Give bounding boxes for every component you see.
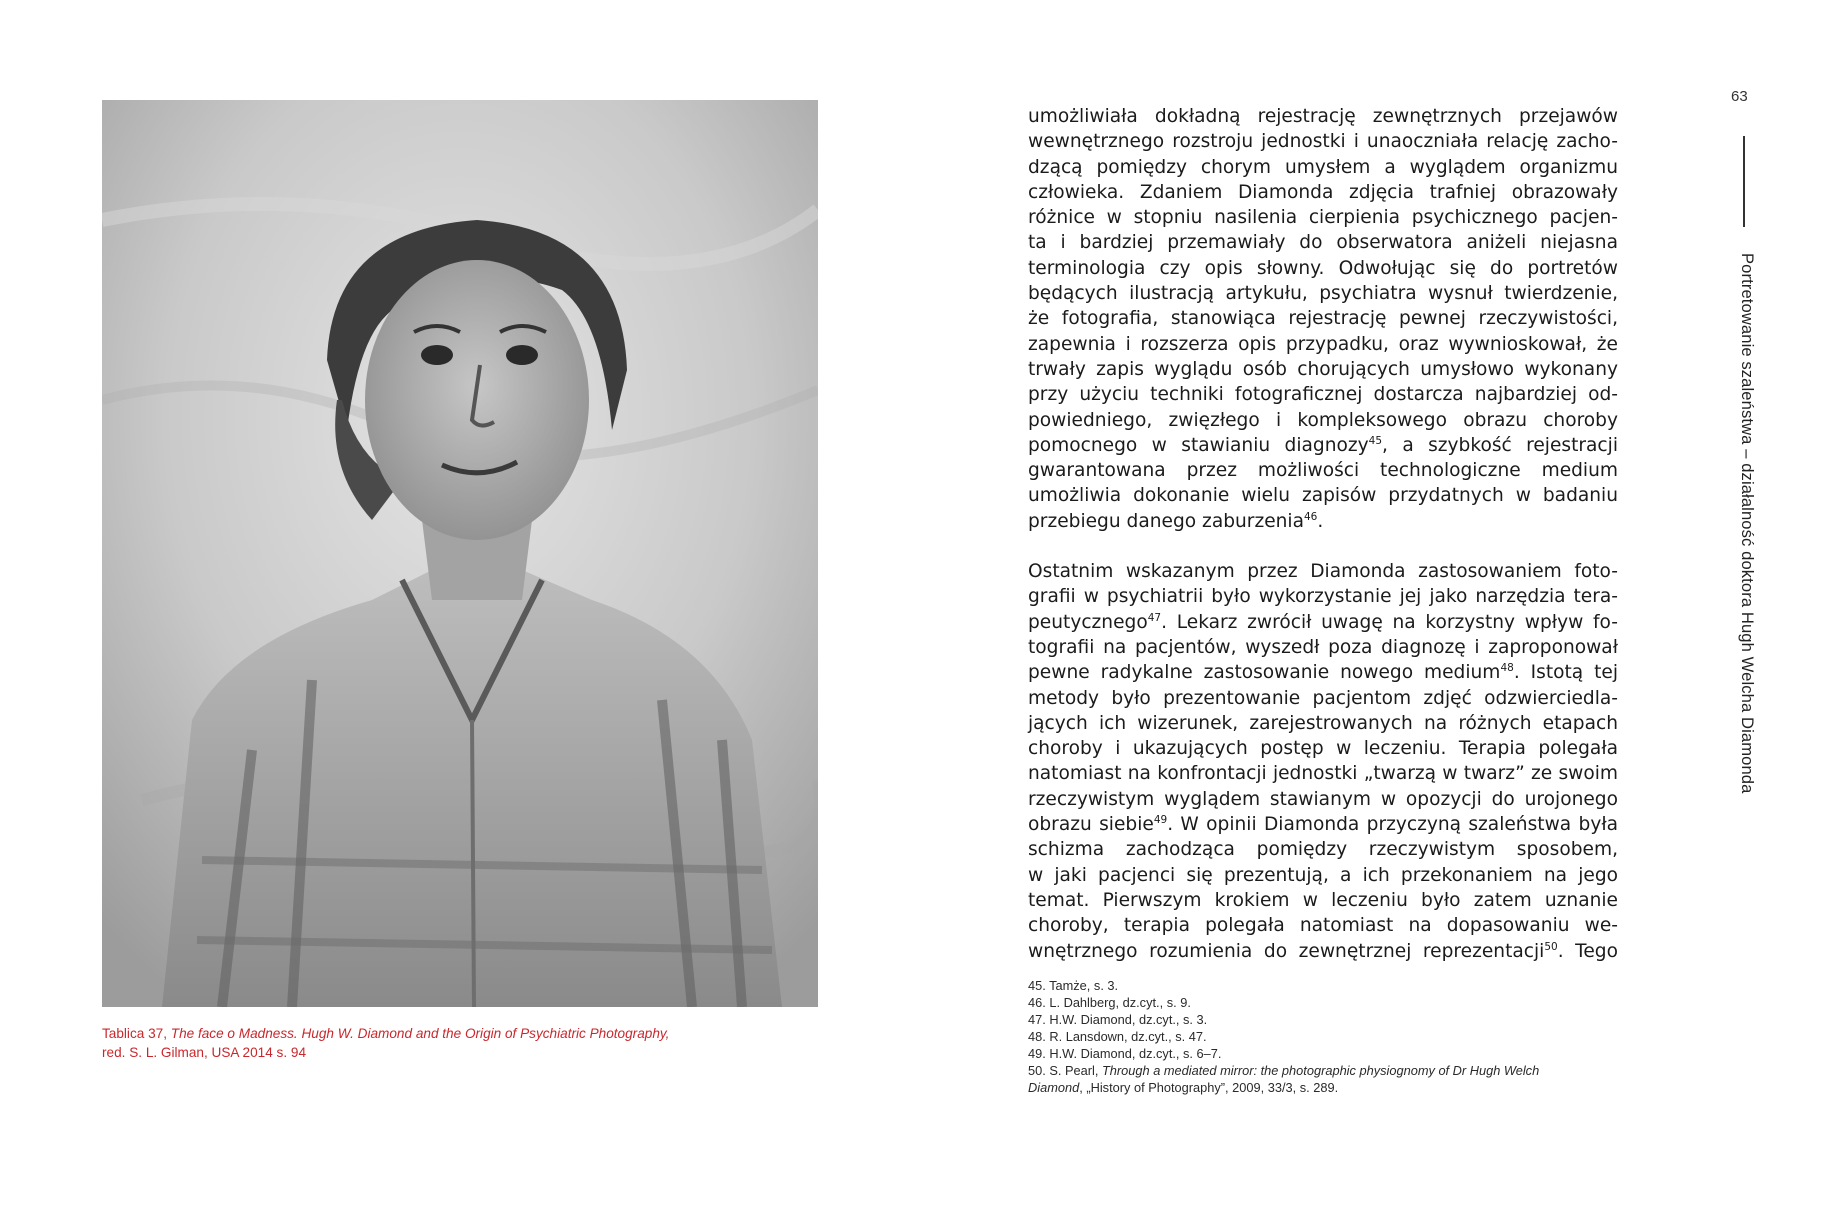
footnote-47: 47. H.W. Diamond, dz.cyt., s. 3.	[1028, 1012, 1208, 1027]
text-line	[1028, 812, 1618, 837]
paragraph-1	[1028, 104, 1618, 534]
page-number: 63	[1731, 88, 1748, 105]
portrait-photo-drawing	[102, 100, 818, 1007]
text-segment: obrazu siebie	[1028, 814, 1154, 836]
paragraph-2	[1028, 559, 1618, 964]
footnote-ref-49[interactable]: 49	[1153, 814, 1168, 827]
running-head: Portretowanie szaleństwa – działalność doktora Hugh Welcha Diamonda	[1738, 253, 1757, 794]
text-line: umożliwia dokonanie wielu zapisów przydatnych w badaniu	[1028, 485, 1618, 507]
text-segment: pewne radykalne zastosowanie nowego medium	[1028, 662, 1501, 684]
text-line: powiedniego, zwięzłego i kompleksowego obrazu choroby	[1028, 409, 1618, 431]
footnote-50-suffix: , „History of Photography”, 2009, 33/3, s. 289.	[1079, 1080, 1339, 1095]
text-segment: . W opinii Diamonda przyczyną szaleństwa była	[1167, 814, 1618, 836]
text-line: grafii w psychiatrii było wykorzystanie jej jako narzędzia tera-	[1028, 586, 1618, 608]
footnote-ref-47[interactable]: 47	[1147, 611, 1162, 624]
text-line: ta i bardziej przemawiały do obserwatora aniżeli niejasna	[1028, 232, 1618, 254]
text-segment: . Istotą tej	[1513, 662, 1618, 684]
text-line: dzącą pomiędzy chorym umysłem a wyglądem organizmu	[1028, 156, 1618, 178]
text-segment: . Tego	[1557, 940, 1618, 962]
footnotes	[1028, 977, 1628, 1096]
portrait-photo	[102, 100, 818, 1007]
text-line: schizma zachodząca pomiędzy rzeczywistym sposobem,	[1028, 839, 1618, 861]
footnote-50-prefix: 50. S. Pearl,	[1028, 1063, 1102, 1078]
text-line: przy użyciu techniki fotograficznej dostarcza najbardziej od-	[1028, 384, 1618, 406]
text-segment: pomocnego w stawianiu diagnozy	[1028, 434, 1369, 456]
text-line: tografii na pacjentów, wyszedł poza diagnozę i zaproponował	[1028, 636, 1618, 658]
footnote-ref-45[interactable]: 45	[1368, 434, 1383, 447]
footnote-45: 45. Tamże, s. 3.	[1028, 978, 1119, 993]
caption-suffix: red. S. L. Gilman, USA 2014 s. 94	[102, 1044, 307, 1060]
text-line: terminologia czy opis słowny. Odwołując się do portretów	[1028, 257, 1618, 279]
text-segment: . Lekarz zwrócił uwagę na korzystny wpływ fo-	[1161, 611, 1618, 633]
text-line	[1028, 660, 1618, 685]
body-text	[1028, 104, 1618, 964]
text-line: umożliwiała dokładną rejestrację zewnętrznych przejawów	[1028, 106, 1618, 127]
text-line	[1028, 610, 1618, 635]
figure-caption	[102, 1025, 818, 1062]
text-line: będących ilustracją artykułu, psychiatra wysnuł twierdzenie,	[1028, 283, 1618, 305]
footnote-ref-46[interactable]: 46	[1304, 510, 1318, 523]
text-segment: , a szybkość rejestracji	[1382, 434, 1618, 456]
text-line: wewnętrznego rozstroju jednostki i unaoczniała relację zacho-	[1028, 131, 1618, 153]
text-line: temat. Pierwszym krokiem w leczeniu było zatem uznanie	[1028, 889, 1618, 911]
footnote-50	[1028, 1062, 1628, 1079]
text-line: metody było prezentowanie pacjentom zdjęć odzwierciedla-	[1028, 687, 1618, 709]
text-line: rzeczywistym wyglądem stawianym w opozycji do urojonego	[1028, 788, 1618, 810]
text-line: że fotografia, stanowiąca rejestrację pewnej rzeczywistości,	[1028, 308, 1618, 330]
footnote-ref-50[interactable]: 50	[1544, 940, 1558, 953]
text-line: jących ich wizerunek, zarejestrowanych na różnych etapach	[1028, 712, 1618, 734]
text-line	[1028, 433, 1618, 458]
text-line: choroby, terapia polegała natomiast na dopasowaniu we-	[1028, 915, 1618, 937]
running-head-rule	[1743, 136, 1745, 227]
text-line: natomiast na konfrontacji jednostki „twarzą w twarz” ze swoim	[1028, 763, 1618, 785]
text-line: Ostatnim wskazanym przez Diamonda zastosowaniem foto-	[1028, 561, 1618, 583]
footnote-50-title: Through a mediated mirror: the photographic physiognomy of Dr Hugh Welch	[1101, 1063, 1540, 1078]
text-line: gwarantowana przez możliwości technologiczne medium	[1028, 460, 1618, 482]
text-line: różnice w stopniu nasilenia cierpienia psychicznego pacjen-	[1028, 207, 1618, 229]
text-segment: wnętrznego rozumienia do zewnętrznej reprezentacji	[1028, 940, 1545, 962]
text-segment: .	[1317, 510, 1324, 532]
footnote-48: 48. R. Lansdown, dz.cyt., s. 47.	[1028, 1029, 1207, 1044]
text-line: trwały zapis wyglądu osób chorujących umysłowo wykonany	[1028, 358, 1618, 380]
text-line: człowieka. Zdaniem Diamonda zdjęcia trafniej obrazowały	[1028, 181, 1618, 203]
text-line	[1028, 509, 1618, 534]
caption-prefix: Tablica 37,	[102, 1026, 171, 1041]
footnote-ref-48[interactable]: 48	[1500, 662, 1514, 675]
text-segment: przebiegu danego zaburzenia	[1028, 510, 1304, 532]
footnote-50-cont	[1028, 1079, 1628, 1096]
text-line	[1028, 939, 1618, 964]
text-line: w jaki pacjenci się prezentują, a ich przekonaniem na jego	[1028, 864, 1618, 886]
footnote-50-title-cont: Diamond	[1028, 1080, 1080, 1095]
text-line: choroby i ukazujących postęp w leczeniu. Terapia polegała	[1028, 738, 1618, 760]
text-line: zapewnia i rozszerza opis przypadku, oraz wywnioskował, że	[1028, 333, 1618, 355]
footnote-49: 49. H.W. Diamond, dz.cyt., s. 6–7.	[1028, 1046, 1222, 1061]
caption-title: The face o Madness. Hugh W. Diamond and the Origin of Psychiatric Photography,	[170, 1026, 670, 1041]
footnote-46: 46. L. Dahlberg, dz.cyt., s. 9.	[1028, 995, 1191, 1010]
text-segment: peutycznego	[1028, 611, 1148, 633]
